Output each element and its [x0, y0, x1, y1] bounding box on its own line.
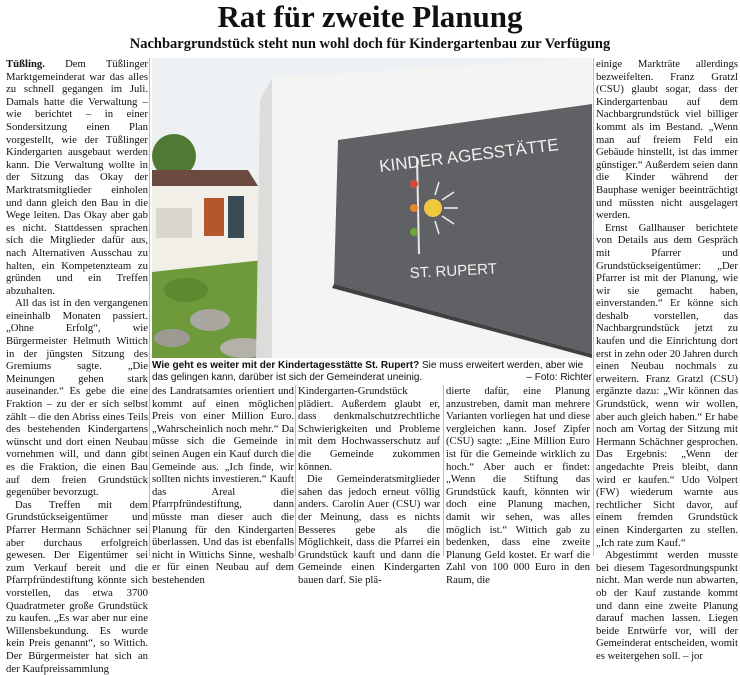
column-2: [152, 385, 294, 586]
paragraph: Abgestimmt werden musste bei diesem Tagesordnungspunkt nicht. Man werde nun abwarten, ob der Kauf zustande kommt und dann eine zweite Planung darauf machen lassen. Liegen beide Entwürfe vor, will der Gemeinderat entscheiden, womit es weitergehen soll. – jor: [596, 549, 738, 662]
column-divider: [443, 385, 444, 556]
column-divider: [295, 385, 296, 556]
column-4: [446, 385, 590, 586]
subheadline: Nachbargrundstück steht nun wohl doch für Kindergartenbau zur Verfügung: [129, 36, 611, 52]
photo-caption: [152, 360, 592, 384]
caption-lead: Wie geht es weiter mit der Kindertagesstätte St. Rupert?: [152, 360, 420, 371]
kindergarten-photo-illustration: [152, 58, 592, 358]
sun-icon: [424, 199, 442, 217]
article-photo: [152, 58, 592, 358]
stone: [190, 309, 230, 331]
sign-text-line2: ST. RUPERT: [409, 260, 498, 282]
paragraph: dierte dafür, eine Planung anzustreben, damit man mehrere Varianten vorliegen hat und diese vergleichen kann. Josef Zipfer (CSU) sagte: „Eine Million Euro ist für die Gemeinde wirklich zu hoch.“ Aber auch er findet: „Wenn die Stiftung das Grundstück kauft, könnten wir doch eine Planung machen, damit wir sehen, was alles möglich ist.“ Wittich gab zu bedenken, dass eine zweite Planung Geld kostet. Er warf die Zahl von 100 000 Euro in den Raum, die: [446, 385, 590, 586]
paragraph: All das ist in den vergangenen eineinhalb Monaten passiert. „Ohne Erfolg“, wie Bürgermeister Helmuth Wittich in der jüngsten Sitzung des Gremiums sagte. „Die Meinungen gehen stark auseinander.“ Es gebe die eine Fraktion – zu der er sich selbst zählt – die den Abriss eines Teils des bestehenden Kindergartens wünscht und dort einen Neubau vornehmen will, und dann gibt es die Fraktion, die einen Bau auf dem freien Grundstück gegenüber bevorzugt.: [6, 297, 148, 499]
paragraph: Tüßling. Dem Tüßlinger Marktgemeinderat war das alles zu schnell gegangen im Juli. Damals hatte die Verwaltung – wie berichtet – in einer Sondersitzung einen Plan vorgestellt, wie der Tüßlinger Kindergarten ausgebaut werden kann. Die Verwaltung wollte in der Sitzung das Okay der Marktratsmitglieder einholen und dann gleich den Bau in die Wege leiten. Das Okay aber gab es nicht. Stattdessen sprachen sich die Mitglieder dafür aus, nach Alternativen Ausschau zu halten, ein Kompetenzteam zu gründen und ein Treffen abzuhalten.: [6, 58, 148, 297]
column-1: [6, 58, 148, 675]
paragraph: des Landratsamtes orientiert und kommt auf einen möglichen Preis von einer Million Euro. „Wahrscheinlich noch mehr.“ Da müsse sich die Gemeinde in seinen Augen ein Kauf durch die Gemeinde aus. „Ich finde, wir sollten nichts investieren.“ Kauft das Areal die Pfarrpfründestiftung, dann müsste man dieser auch die Planung für den Kindergarten überlassen. Und das ist ebenfalls nicht in Wittichs Sinne, weshalb er für einen Neubau auf dem bestehenden: [152, 385, 294, 586]
photo-credit: – Foto: Richter: [526, 372, 592, 383]
caption-text: Sie muss erweitert werden, aber wie das gelingen kann, darüber ist sich der Gemeinderat uneinig.: [152, 360, 584, 383]
roof: [152, 170, 258, 188]
paragraph: Das Treffen mit dem Grundstückseigentümer und Pfarrer Hermann Schächner sei aber durchaus erfolgreich gewesen. Der Eigentümer sei zum Verkauf bereit und die Pfarrpfründestiftung könnte sich vorstellen, das etwa 3700 Quadratmeter große Grundstück zu kaufen. „Es war aber nur eine Willensbekundung. Es wurde kein Preis genannt“, so Wittich. Der Bürgermeister hat sich an der Kaufpreissammlung: [6, 498, 148, 675]
paragraph: Kindergarten-Grundstück plädiert. Außerdem glaubt er, dass denkmalschutzrechtliche Schwierigkeiten und Probleme mit dem Hochwasserschutz auf die Gemeinde zukommen können.: [298, 385, 440, 473]
sign-text-line1: KINDER AGESSTÄTTE: [378, 135, 560, 176]
headline: Rat für zweite Planung: [217, 0, 523, 34]
dateline: Tüßling.: [6, 58, 45, 70]
paragraph: einige Markträte allerdings bezweifelten. Franz Gratzl (CSU) glaubt sogar, dass der Kindergartenbau auf dem Nachbargrundstück viel billiger kommt als im Bestand. „Wenn man auf freiem Feld ein Gebäude hinstellt, ist das immer günstiger.“ Außerdem seien dann die Kinder während der Bauphase weniger beeinträchtigt und müssten nicht ausgelagert werden.: [596, 58, 738, 222]
paragraph: Die Gemeinderatsmitglieder sahen das jedoch erneut völlig anders. Carolin Auer (CSU) war der Meinung, dass es nichts Besseres gebe als die Möglichkeit, dass die Pfarrei ein Grundstück kauft und dann die Gemeinde einen Kindergarten bauen darf. Sie plä-: [298, 473, 440, 586]
column-divider: [149, 58, 150, 556]
hand-icon: [410, 180, 418, 188]
column-divider: [593, 58, 594, 556]
column-3: [298, 385, 440, 586]
column-5: [596, 58, 738, 662]
paragraph: Ernst Gallhauser berichtete von Details aus dem Gespräch mit Pfarrer und Grundstückseigentümer: „Der Pfarrer ist mit der Planung, wie wir sie gemacht haben, einverstanden.“ Er könne sich deshalb vorstellen, das Nachbargrundstück jetzt zu kaufen und die Einrichtung dort erst in zehn oder 20 Jahren durch einen Neubau nochmals zu erweitern. Franz Gratzl (CSU) ergänzte dazu: „Wir können das Grundstück, wenn wir wollen, aber auch gleich haben.“ Er habe noch am Vortag der Sitzung mit Hermann Schächner gesprochen. Das Ergebnis: „Wenn der angedachte Preis bleibt, dann wird er kaufen.“ Udo Volpert (FW) wiederum warnte aus rechtlicher Sicht davor, auf einem fremden Grundstück einen Kindergarten zu stellen. „Ich rate zum Kauf.“: [596, 221, 738, 549]
